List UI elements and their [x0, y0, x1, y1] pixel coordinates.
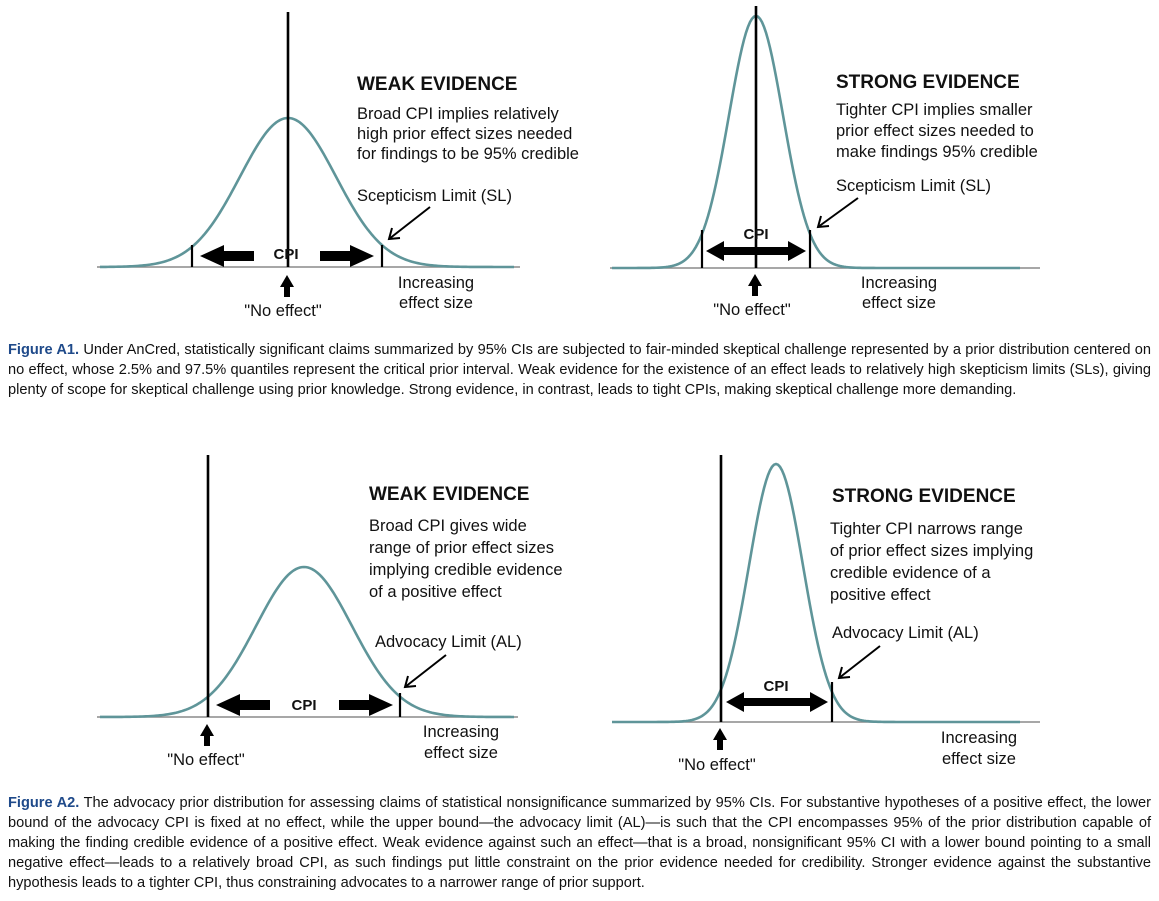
a1-strong-curve [612, 16, 1020, 268]
figure-a2-diagram [0, 440, 1159, 780]
a1-weak-text-3: for findings to be 95% credible [357, 145, 579, 163]
a2-strong-axis-label-2: effect size [942, 750, 1016, 768]
figure-a1-caption-text: Under AnCred, statistically significant claims summarized by 95% CIs are subjected to fair-minded skeptical challenge represented by a prior distribution centered on no effect, whose 2.5% and 97.5% quantiles represent the critical prior interval. Weak evidence for the existence of an effect leads to relatively high skepticism limits (SLs), giving plenty of scope for skeptical challenge using prior knowledge. Strong evidence, in contrast, leads to tight CPIs, making skeptical challenge more demanding. [8, 342, 1151, 398]
a2-weak-no-effect-arrow [200, 724, 214, 746]
a1-weak-no-effect-label: "No effect" [244, 302, 322, 320]
a2-weak-limit-label: Advocacy Limit (AL) [375, 633, 522, 651]
a1-weak-axis-label-1: Increasing [397, 274, 475, 292]
a2-strong-axis-label-1: Increasing [940, 729, 1018, 747]
a1-strong-cpi-label: CPI [743, 226, 769, 243]
a1-strong-text-2: prior effect sizes needed to [836, 122, 1034, 140]
figure-a1-caption [8, 340, 1151, 400]
a1-strong-limit-pointer [818, 198, 858, 227]
a2-weak-text-4: of a positive effect [369, 583, 502, 601]
a1-weak-text-2: high prior effect sizes needed [357, 125, 573, 143]
a2-weak-cpi-label: CPI [291, 697, 317, 714]
a2-weak-no-effect-label: "No effect" [167, 751, 245, 769]
figure-a2-caption-text: The advocacy prior distribution for assessing claims of statistical nonsignificance summarized by 95% CIs. For substantive hypotheses of a positive effect, the lower bound of the advocacy CPI is fixed at no effect, while the upper bound—the advocacy limit (AL)—is such that the CPI encompasses 95% of the prior distribution capable of making the finding credible evidence of a positive effect. Weak evidence against such an effect—that is a broad, nonsignificant 95% CI with a lower bound pointing to a small negative effect—leads to a relatively broad CPI, as such findings put little constraint on the prior evidence needed for credibility. Stronger evidence against the substantive hypothesis leads to a tighter CPI, thus constraining advocates to a narrower range of prior support. [8, 795, 1151, 891]
a2-weak-text-3: implying credible evidence [369, 561, 563, 579]
a1-weak-cpi-left-arrow [200, 245, 254, 267]
a2-strong-heading: STRONG EVIDENCE [832, 486, 1016, 507]
figure-a1-diagram [0, 0, 1159, 330]
a1-strong-axis-label-2: effect size [862, 294, 936, 312]
a2-weak-axis-label-2: effect size [424, 744, 498, 762]
a1-strong-limit-label: Scepticism Limit (SL) [836, 177, 991, 195]
a2-weak-cpi-right-arrow [339, 694, 393, 716]
a2-weak-text-1: Broad CPI gives wide [369, 517, 527, 535]
a2-strong-no-effect-label: "No effect" [678, 756, 756, 774]
a1-weak-cpi-right-arrow [320, 245, 374, 267]
a2-weak-axis-label-1: Increasing [422, 723, 500, 741]
a1-weak-axis-label-2: effect size [399, 294, 473, 312]
a1-weak-text-1: Broad CPI implies relatively [357, 105, 559, 123]
a1-weak-limit-label: Scepticism Limit (SL) [357, 187, 512, 205]
a2-weak-panel [97, 455, 563, 769]
a1-weak-limit-pointer [389, 207, 430, 239]
a2-weak-text-2: range of prior effect sizes [369, 539, 554, 557]
a2-weak-cpi-left-arrow [216, 694, 270, 716]
a1-strong-text-3: make findings 95% credible [836, 143, 1038, 161]
a2-weak-heading: WEAK EVIDENCE [369, 484, 530, 505]
a1-strong-heading: STRONG EVIDENCE [836, 72, 1020, 93]
a1-strong-axis-label-1: Increasing [860, 274, 938, 292]
a2-strong-panel [612, 455, 1040, 774]
a1-weak-no-effect-arrow [280, 275, 294, 297]
a2-strong-limit-pointer [839, 646, 880, 678]
figure-a2-caption-label: Figure A2. [8, 795, 80, 811]
a2-strong-text-4: positive effect [830, 586, 931, 604]
a2-strong-text-3: credible evidence of a [830, 564, 991, 582]
a2-strong-no-effect-arrow [713, 728, 727, 750]
a1-weak-cpi-label: CPI [273, 246, 299, 263]
figure-a1-caption-label: Figure A1. [8, 342, 80, 358]
a2-strong-limit-label: Advocacy Limit (AL) [832, 624, 979, 642]
a1-strong-no-effect-arrow [748, 274, 762, 296]
a1-weak-panel [97, 12, 579, 320]
a2-strong-text-2: of prior effect sizes implying [830, 542, 1034, 560]
a1-strong-text-1: Tighter CPI implies smaller [836, 101, 1033, 119]
a2-strong-cpi-label: CPI [763, 678, 789, 695]
a1-strong-panel [610, 6, 1040, 319]
a1-weak-heading: WEAK EVIDENCE [357, 74, 518, 95]
a2-strong-cpi-double-arrow [726, 692, 828, 712]
a1-strong-no-effect-label: "No effect" [713, 301, 791, 319]
figure-a2-caption [8, 793, 1151, 893]
a2-strong-text-1: Tighter CPI narrows range [830, 520, 1023, 538]
a2-weak-limit-pointer [405, 655, 446, 687]
